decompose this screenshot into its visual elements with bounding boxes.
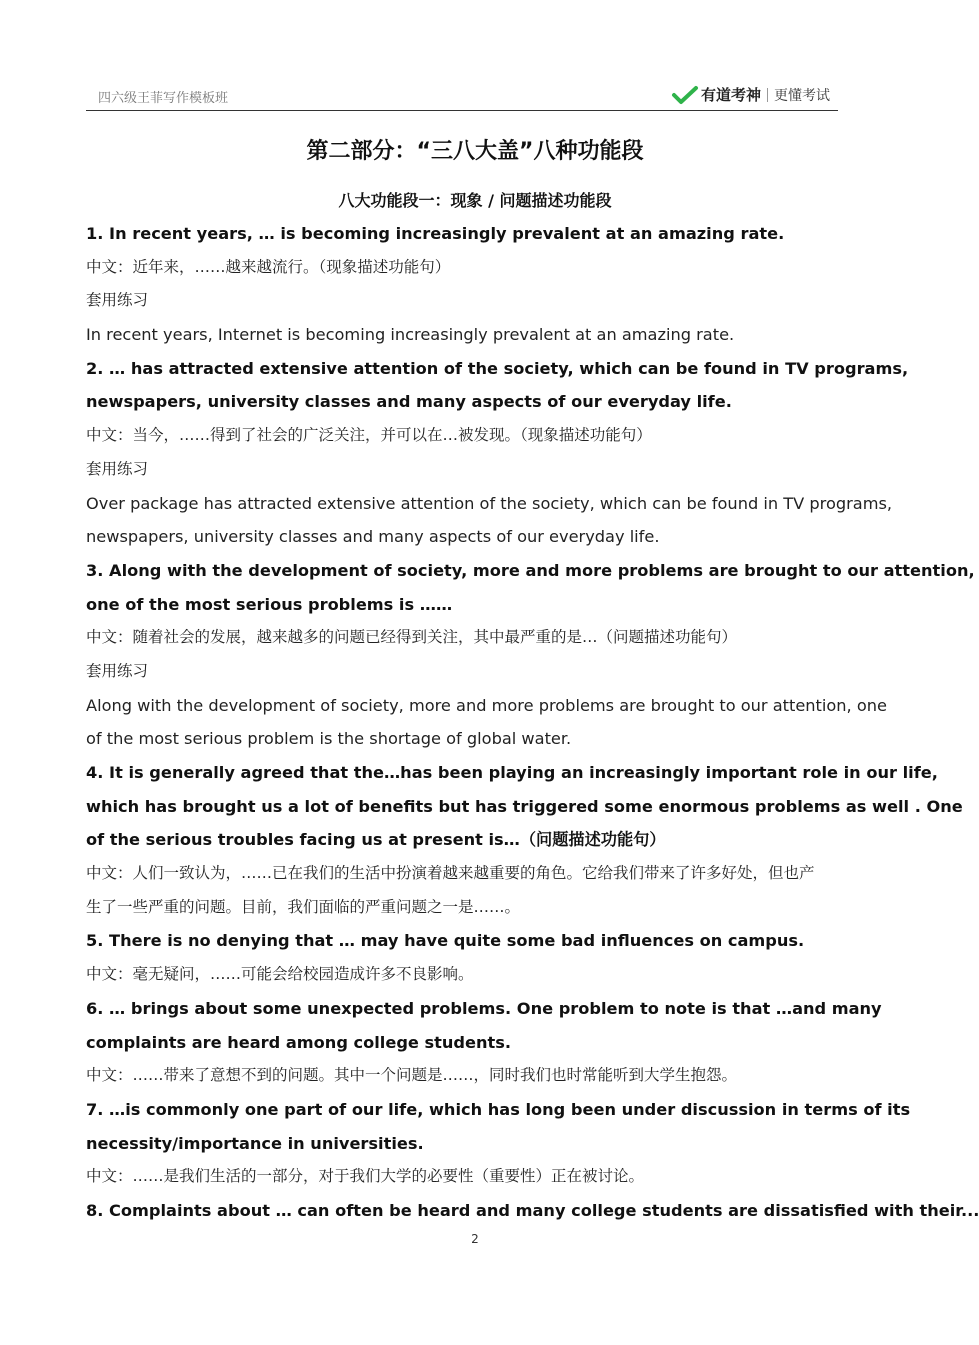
- brand-logo: [672, 84, 830, 105]
- checkmark-logo-icon: [672, 85, 698, 105]
- text-line: 4. It is generally agreed that the…has been playing an increasingly important role in our life,: [86, 763, 938, 782]
- brand-divider: [767, 88, 768, 102]
- text-line: 中文：随着社会的发展，越来越多的问题已经得到关注，其中最严重的是…（问题描述功能句）: [86, 628, 738, 647]
- text-line: 套用练习: [86, 661, 149, 680]
- page-number: 2: [471, 1232, 479, 1246]
- text-line: 中文：当今，……得到了社会的广泛关注，并可以在…被发现。（现象描述功能句）: [86, 426, 652, 445]
- text-line: Over package has attracted extensive attention of the society, which can be found in TV programs,: [86, 493, 893, 513]
- text-line: 7. …is commonly one part of our life, which has long been under discussion in terms of its: [86, 1099, 911, 1119]
- text-line: 套用练习: [86, 291, 149, 310]
- text-line: necessity/importance in universities.: [86, 1133, 424, 1153]
- text-line: of the serious troubles facing us at present is…（问题描述功能句）: [86, 830, 666, 850]
- text-line: which has brought us a lot of benefits but has triggered some enormous problems as well . One: [86, 796, 963, 816]
- text-line: 3. Along with the development of society, more and more problems are brought to our attention,: [86, 560, 975, 580]
- text-line: of the most serious problem is the shortage of global water.: [86, 729, 572, 749]
- text-line: 中文：人们一致认为，……已在我们的生活中扮演着越来越重要的角色。它给我们带来了许多好处，但也产: [86, 864, 815, 883]
- text-line: 1. In recent years, … is becoming increasingly prevalent at an amazing rate.: [86, 224, 785, 243]
- text-line: In recent years, Internet is becoming increasingly prevalent at an amazing rate.: [86, 325, 735, 345]
- page-header: [86, 82, 838, 111]
- text-line: 中文：……带来了意想不到的问题。其中一个问题是……，同时我们也时常能听到大学生抱怨。: [86, 1066, 738, 1085]
- text-line: 8. Complaints about … can often be heard and many college students are dissatisfied with their...: [86, 1200, 979, 1220]
- text-line: 套用练习: [86, 459, 149, 478]
- text-line: 生了一些严重的问题。目前，我们面临的严重问题之一是……。: [86, 897, 521, 916]
- text-line: 中文：近年来，……越来越流行。（现象描述功能句）: [86, 257, 451, 276]
- brand-slogan: 更懂考试: [774, 87, 830, 104]
- course-name: 四六级王菲写作模板班: [98, 91, 229, 106]
- brand-name: 有道考神: [700, 86, 761, 104]
- page-title: 第二部分：“三八大盖”八种功能段: [306, 139, 644, 164]
- text-line: 中文：……是我们生活的一部分，对于我们大学的必要性（重要性）正在被讨论。: [86, 1167, 645, 1186]
- text-line: 2. … has attracted extensive attention of the society, which can be found in TV programs,: [86, 358, 909, 378]
- text-line: one of the most serious problems is ……: [86, 594, 453, 614]
- text-line: 5. There is no denying that … may have quite some bad influences on campus.: [86, 931, 805, 951]
- text-line: newspapers, university classes and many aspects of our everyday life.: [86, 527, 660, 547]
- text-line: newspapers, university classes and many aspects of our everyday life.: [86, 392, 732, 412]
- section-title: 八大功能段一：现象 / 问题描述功能段: [338, 191, 612, 210]
- text-line: 6. … brings about some unexpected problems. One problem to note is that …and many: [86, 998, 882, 1018]
- text-line: 中文：毫无疑问，……可能会给校园造成许多不良影响。: [86, 965, 474, 984]
- document-body: [86, 217, 979, 1228]
- text-line: complaints are heard among college students.: [86, 1032, 512, 1052]
- text-line: Along with the development of society, more and more problems are brought to our attention, one: [86, 695, 887, 715]
